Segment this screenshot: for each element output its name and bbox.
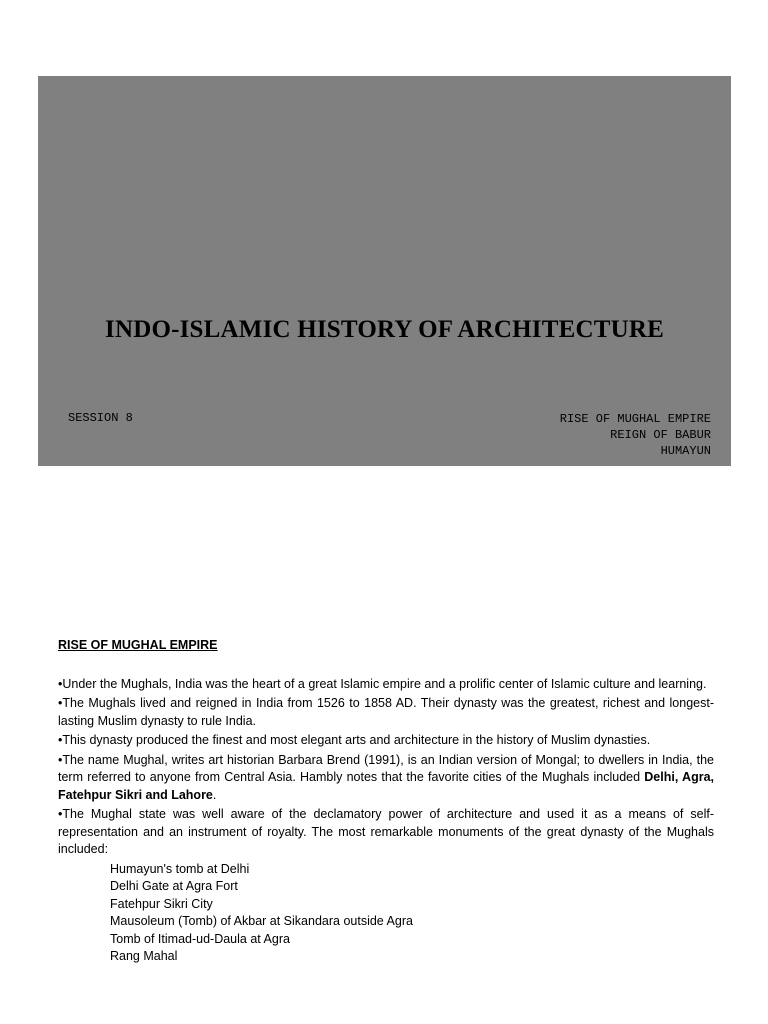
paragraph-text: •The name Mughal, writes art historian Barbara Brend (1991), is an Indian version of Mongal; to dwellers in India, the term referred to anyone from Central Asia. Hambly notes that the favorite cities of the Mughals included (58, 752, 714, 784)
session-label: SESSION 8 (68, 411, 133, 425)
list-item: Fatehpur Sikri City (110, 896, 213, 911)
section-heading: RISE OF MUGHAL EMPIRE (58, 638, 218, 652)
paragraph (58, 752, 714, 805)
list-item: Rang Mahal (110, 949, 178, 963)
paragraph: •Under the Mughals, India was the heart of a great Islamic empire and a prolific center of Islamic culture and learning. (58, 676, 707, 691)
title-slide (38, 76, 731, 466)
topic-item: RISE OF MUGHAL EMPIRE (559, 412, 711, 426)
list-item: Tomb of Itimad-ud-Daula at Agra (110, 931, 290, 946)
list-item: Humayun's tomb at Delhi (110, 861, 250, 876)
paragraph: •The Mughals lived and reigned in India from 1526 to 1858 AD. Their dynasty was the greatest, richest and longest-lasting Muslim dynasty to rule India. (58, 696, 714, 728)
topic-item: HUMAYUN (660, 444, 711, 458)
paragraph: •The Mughal state was well aware of the declamatory power of architecture and used it as a means of self-representation and an instrument of royalty. The most remarkable monuments of the great dynasty of the Mughals included: (58, 807, 714, 856)
paragraph-bold-cities: Delhi, Agra, Fatehpur Sikri and Lahore (58, 770, 714, 802)
session-topics (560, 411, 711, 459)
paragraph: •This dynasty produced the finest and most elegant arts and architecture in the history of Muslim dynasties. (58, 733, 651, 747)
monument-list (58, 861, 714, 966)
paragraph-text: . (212, 787, 217, 802)
list-item: Mausoleum (Tomb) of Akbar at Sikandara outside Agra (110, 914, 413, 928)
section-body (58, 637, 714, 966)
topic-item: REIGN OF BABUR (610, 428, 711, 442)
list-item: Delhi Gate at Agra Fort (110, 879, 238, 893)
slide-title: INDO-ISLAMIC HISTORY OF ARCHITECTURE (105, 316, 664, 343)
